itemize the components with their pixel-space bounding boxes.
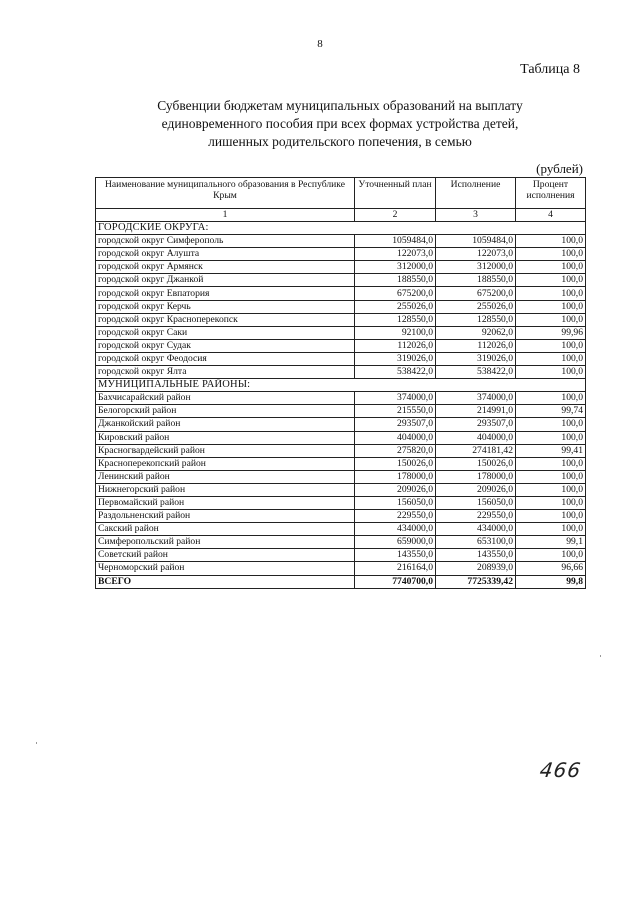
table-row — [96, 418, 586, 431]
municipality-name: Первомайский район — [96, 496, 355, 509]
municipality-name: Черноморский район — [96, 562, 355, 575]
table-row — [96, 366, 586, 379]
municipality-name: городской округ Ялта — [96, 366, 355, 379]
plan-value: 319026,0 — [355, 352, 436, 365]
percent-value: 100,0 — [516, 549, 586, 562]
exec-value: 214991,0 — [436, 405, 516, 418]
plan-value: 675200,0 — [355, 287, 436, 300]
table-row — [96, 352, 586, 365]
table-row — [96, 405, 586, 418]
subventions-table — [95, 177, 586, 589]
municipality-name: Красноперекопский район — [96, 457, 355, 470]
municipality-name: Сакский район — [96, 523, 355, 536]
table-row — [96, 287, 586, 300]
plan-value: 92100,0 — [355, 326, 436, 339]
plan-value: 156050,0 — [355, 496, 436, 509]
exec-value: 675200,0 — [436, 287, 516, 300]
percent-value: 100,0 — [516, 470, 586, 483]
table-row — [96, 274, 586, 287]
table-row — [96, 549, 586, 562]
plan-value: 374000,0 — [355, 392, 436, 405]
plan-value: 143550,0 — [355, 549, 436, 562]
table-label: Таблица 8 — [520, 62, 580, 77]
plan-value: 538422,0 — [355, 366, 436, 379]
exec-value: 374000,0 — [436, 392, 516, 405]
municipality-name: городской округ Джанкой — [96, 274, 355, 287]
plan-value: 1059484,0 — [355, 235, 436, 248]
municipality-name: Белогорский район — [96, 405, 355, 418]
municipality-name: Джанкойский район — [96, 418, 355, 431]
exec-value: 156050,0 — [436, 496, 516, 509]
plan-value: 215550,0 — [355, 405, 436, 418]
exec-value: 209026,0 — [436, 483, 516, 496]
table-row — [96, 431, 586, 444]
column-index: 4 — [516, 209, 586, 222]
percent-value: 100,0 — [516, 287, 586, 300]
exec-value: 143550,0 — [436, 549, 516, 562]
section-title: ГОРОДСКИЕ ОКРУГА: — [96, 222, 586, 235]
percent-value: 100,0 — [516, 457, 586, 470]
percent-value: 100,0 — [516, 235, 586, 248]
plan-value: 112026,0 — [355, 339, 436, 352]
exec-value: 312000,0 — [436, 261, 516, 274]
table-row — [96, 444, 586, 457]
percent-value: 96,66 — [516, 562, 586, 575]
municipality-name: городской округ Саки — [96, 326, 355, 339]
exec-value: 128550,0 — [436, 313, 516, 326]
table-row — [96, 248, 586, 261]
percent-value: 100,0 — [516, 523, 586, 536]
exec-value: 1059484,0 — [436, 235, 516, 248]
table-row — [96, 339, 586, 352]
column-index: 1 — [96, 209, 355, 222]
exec-value: 653100,0 — [436, 536, 516, 549]
percent-value: 100,0 — [516, 352, 586, 365]
exec-value: 274181,42 — [436, 444, 516, 457]
exec-value: 122073,0 — [436, 248, 516, 261]
percent-value: 100,0 — [516, 248, 586, 261]
municipality-name: городской округ Феодосия — [96, 352, 355, 365]
plan-value: 659000,0 — [355, 536, 436, 549]
exec-value: 404000,0 — [436, 431, 516, 444]
municipality-name: Красногвардейский район — [96, 444, 355, 457]
plan-value: 188550,0 — [355, 274, 436, 287]
table-body — [96, 222, 586, 589]
plan-value: 128550,0 — [355, 313, 436, 326]
exec-value: 255026,0 — [436, 300, 516, 313]
plan-value: 275820,0 — [355, 444, 436, 457]
plan-value: 434000,0 — [355, 523, 436, 536]
header-pct: Процент исполнения — [516, 178, 586, 209]
total-plan: 7740700,0 — [355, 575, 436, 588]
plan-value: 122073,0 — [355, 248, 436, 261]
municipality-name: городской округ Симферополь — [96, 235, 355, 248]
municipality-name: Раздольненский район — [96, 510, 355, 523]
table-header-row — [96, 178, 586, 209]
percent-value: 100,0 — [516, 483, 586, 496]
header-plan: Уточненный план — [355, 178, 436, 209]
column-index: 3 — [436, 209, 516, 222]
percent-value: 99,74 — [516, 405, 586, 418]
plan-value: 293507,0 — [355, 418, 436, 431]
percent-value: 100,0 — [516, 510, 586, 523]
plan-value: 150026,0 — [355, 457, 436, 470]
units-label: (рублей) — [536, 161, 583, 176]
header-name: Наименование муниципального образования в Республике Крым — [96, 178, 355, 209]
exec-value: 188550,0 — [436, 274, 516, 287]
section-header-row — [96, 379, 586, 392]
municipality-name: Кировский район — [96, 431, 355, 444]
percent-value: 100,0 — [516, 392, 586, 405]
table-row — [96, 496, 586, 509]
plan-value: 229550,0 — [355, 510, 436, 523]
municipality-name: Ленинский район — [96, 470, 355, 483]
table-row — [96, 483, 586, 496]
municipality-name: Бахчисарайский район — [96, 392, 355, 405]
table-row — [96, 392, 586, 405]
title-line: Субвенции бюджетам муниципальных образований на выплату — [157, 98, 523, 113]
percent-value: 100,0 — [516, 418, 586, 431]
page-number: 8 — [317, 38, 323, 50]
table-row — [96, 326, 586, 339]
exec-value: 319026,0 — [436, 352, 516, 365]
plan-value: 255026,0 — [355, 300, 436, 313]
exec-value: 208939,0 — [436, 562, 516, 575]
plan-value: 178000,0 — [355, 470, 436, 483]
scan-speck — [600, 655, 601, 657]
municipality-name: Советский район — [96, 549, 355, 562]
municipality-name: городской округ Алушта — [96, 248, 355, 261]
table-row — [96, 313, 586, 326]
table-row — [96, 457, 586, 470]
section-header-row — [96, 222, 586, 235]
plan-value: 312000,0 — [355, 261, 436, 274]
table-row — [96, 510, 586, 523]
total-row — [96, 575, 586, 588]
plan-value: 404000,0 — [355, 431, 436, 444]
plan-value: 216164,0 — [355, 562, 436, 575]
municipality-name: городской округ Красноперекопск — [96, 313, 355, 326]
document-title — [95, 97, 585, 151]
exec-value: 150026,0 — [436, 457, 516, 470]
percent-value: 100,0 — [516, 300, 586, 313]
municipality-name: Нижнегорский район — [96, 483, 355, 496]
exec-value: 538422,0 — [436, 366, 516, 379]
municipality-name: городской округ Евпатория — [96, 287, 355, 300]
exec-value: 293507,0 — [436, 418, 516, 431]
percent-value: 100,0 — [516, 274, 586, 287]
handwritten-note: 466 — [538, 758, 583, 782]
table-row — [96, 562, 586, 575]
municipality-name: городской округ Судак — [96, 339, 355, 352]
percent-value: 100,0 — [516, 339, 586, 352]
table-row — [96, 300, 586, 313]
percent-value: 100,0 — [516, 496, 586, 509]
municipality-name: городской округ Керчь — [96, 300, 355, 313]
percent-value: 99,41 — [516, 444, 586, 457]
percent-value: 100,0 — [516, 313, 586, 326]
header-exec: Исполнение — [436, 178, 516, 209]
exec-value: 229550,0 — [436, 510, 516, 523]
total-percent: 99,8 — [516, 575, 586, 588]
section-title: МУНИЦИПАЛЬНЫЕ РАЙОНЫ: — [96, 379, 586, 392]
percent-value: 100,0 — [516, 261, 586, 274]
percent-value: 100,0 — [516, 431, 586, 444]
table-row — [96, 470, 586, 483]
scan-speck — [36, 742, 37, 744]
title-line: лишенных родительского попечения, в семью — [208, 134, 472, 149]
table-row — [96, 536, 586, 549]
percent-value: 99,96 — [516, 326, 586, 339]
exec-value: 178000,0 — [436, 470, 516, 483]
exec-value: 92062,0 — [436, 326, 516, 339]
column-index: 2 — [355, 209, 436, 222]
table-row — [96, 523, 586, 536]
percent-value: 99,1 — [516, 536, 586, 549]
plan-value: 209026,0 — [355, 483, 436, 496]
title-line: единовременного пособия при всех формах устройства детей, — [161, 116, 519, 131]
percent-value: 100,0 — [516, 366, 586, 379]
municipality-name: Симферопольский район — [96, 536, 355, 549]
column-index-row — [96, 209, 586, 222]
total-exec: 7725339,42 — [436, 575, 516, 588]
table-row — [96, 261, 586, 274]
municipality-name: городской округ Армянск — [96, 261, 355, 274]
exec-value: 434000,0 — [436, 523, 516, 536]
table-row — [96, 235, 586, 248]
total-label: ВСЕГО — [96, 575, 355, 588]
exec-value: 112026,0 — [436, 339, 516, 352]
